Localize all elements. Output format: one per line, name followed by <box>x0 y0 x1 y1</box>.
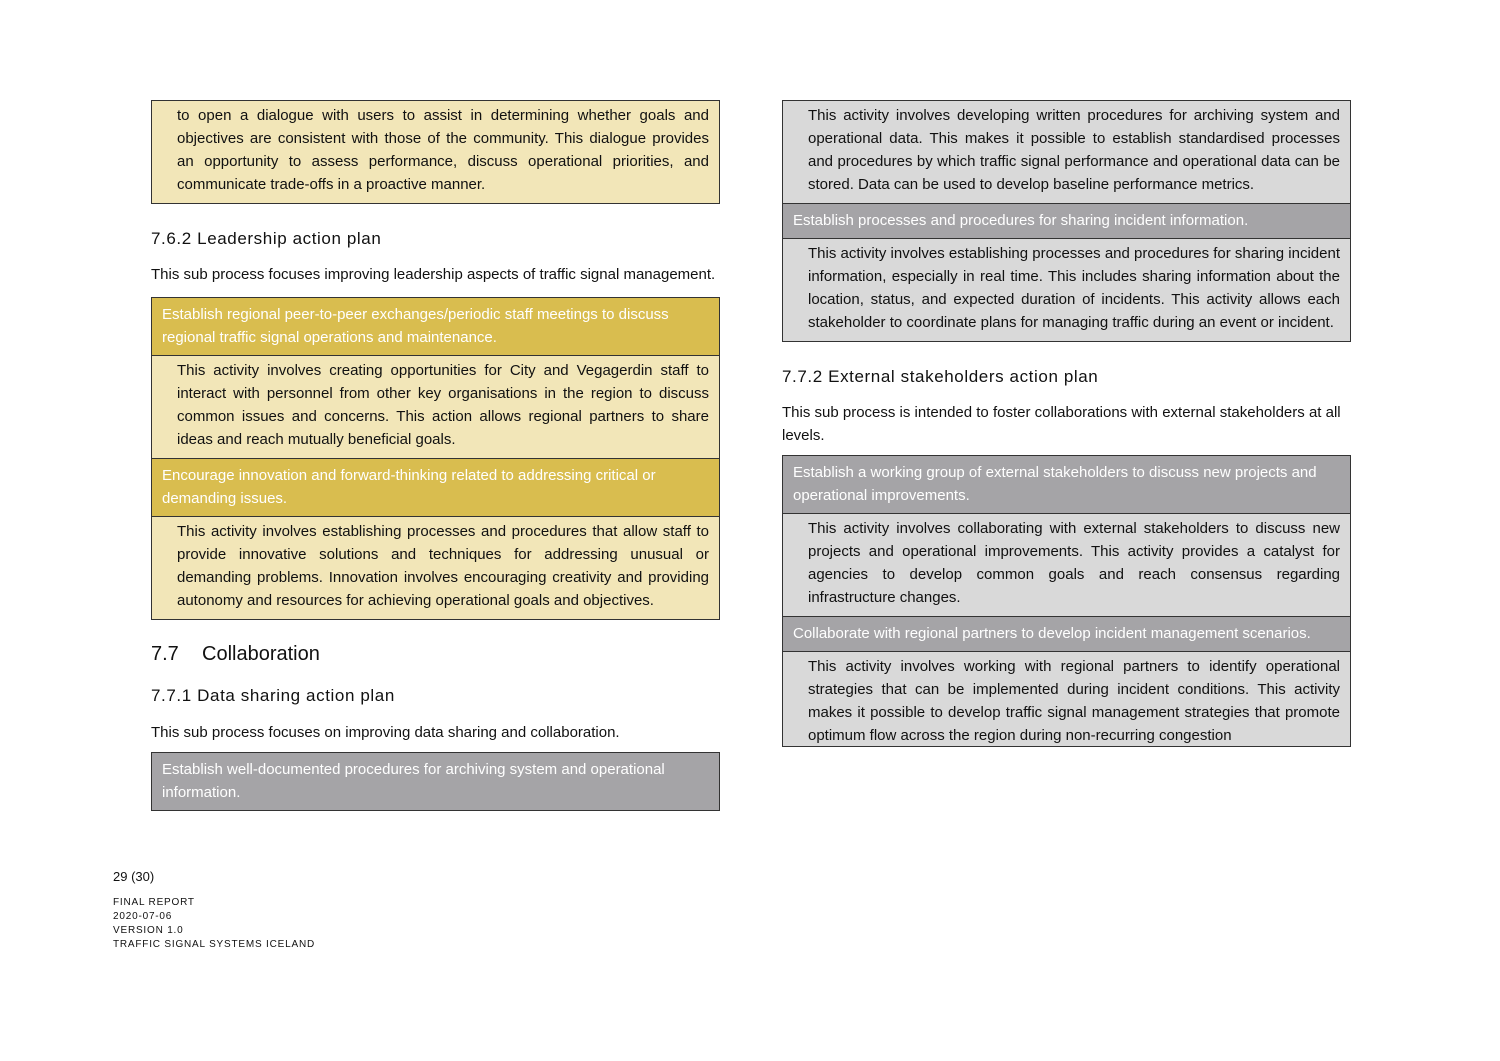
leadership-continuation-box <box>151 100 720 204</box>
collaboration-section-heading <box>151 641 720 667</box>
data-sharing-intro: This sub process focuses on improving data sharing and collaboration. <box>151 724 620 741</box>
report-version: VERSION 1.0 <box>113 925 184 936</box>
page-footer <box>113 868 315 952</box>
section-title: Collaboration <box>202 643 320 665</box>
external-action-heading: Establish a working group of external stakeholders to discuss new projects and operational improvements. <box>783 456 1350 514</box>
report-status: FINAL REPORT <box>113 897 195 908</box>
data-sharing-continuation-table <box>782 100 1351 342</box>
leadership-action-description: This activity involves creating opportunities for City and Vegagerdin staff to interact with personnel from other key organisations in the region to discuss common issues and concerns. This action allows regional partners to share ideas and reach mutually beneficial goals. <box>152 356 719 459</box>
external-action-description: This activity involves collaborating with external stakeholders to discuss new projects and operational improvements. This activity provides a catalyst for agencies to develop common goals and reach consensus regarding infrastructure changes. <box>783 514 1350 617</box>
external-action-description: This activity involves working with regional partners to identify operational strategies that can be implemented during incident conditions. This activity makes it possible to develop traffic signal management strategies that promote optimum flow across the region during non-recurring congestion <box>783 652 1350 746</box>
leadership-action-table <box>151 297 720 620</box>
data-sharing-heading: 7.7.1 Data sharing action plan <box>151 686 395 705</box>
report-title: TRAFFIC SIGNAL SYSTEMS ICELAND <box>113 939 315 950</box>
leadership-action-heading: Encourage innovation and forward-thinking related to addressing critical or demanding issues. <box>152 459 719 517</box>
report-date: 2020-07-06 <box>113 911 173 922</box>
data-sharing-action-description: This activity involves developing written procedures for archiving system and operational data. This makes it possible to establish standardised processes and procedures by which traffic signal performance and operational data can be stored. Data can be used to develop baseline performance metrics. <box>783 101 1350 204</box>
left-column <box>151 100 720 811</box>
leadership-action-description: This activity involves establishing processes and procedures that allow staff to provide innovative solutions and techniques for addressing unusual or demanding problems. Innovation involves encouraging creativity and providing autonomy and resources for achieving operational goals and objectives. <box>152 517 719 619</box>
section-number: 7.7 <box>151 643 179 665</box>
leadership-intro: This sub process focuses improving leadership aspects of traffic signal management. <box>151 266 716 283</box>
leadership-action-heading: Establish regional peer-to-peer exchanges/periodic staff meetings to discuss regional traffic signal operations and maintenance. <box>152 298 719 356</box>
external-stakeholders-intro: This sub process is intended to foster collaborations with external stakeholders at all levels. <box>782 404 1341 444</box>
data-sharing-action-heading: Establish processes and procedures for sharing incident information. <box>783 204 1350 239</box>
data-sharing-action-description: This activity involves establishing processes and procedures for sharing incident information, especially in real time. This includes sharing information about the location, status, and expected duration of incidents. This activity allows each stakeholder to coordinate plans for managing traffic during an event or incident. <box>783 239 1350 341</box>
data-sharing-action-heading: Establish well-documented procedures for archiving system and operational information. <box>152 753 719 810</box>
external-action-heading: Collaborate with regional partners to develop incident management scenarios. <box>783 617 1350 652</box>
external-stakeholders-heading: 7.7.2 External stakeholders action plan <box>782 367 1099 386</box>
external-stakeholders-action-table <box>782 455 1351 747</box>
document-meta <box>113 896 315 952</box>
right-column <box>782 100 1351 747</box>
continuation-text: to open a dialogue with users to assist in determining whether goals and objectives are consistent with those of the community. This dialogue provides an opportunity to assess performance, discuss operational priorities, and communicate trade-offs in a proactive manner. <box>152 101 719 203</box>
leadership-heading: 7.6.2 Leadership action plan <box>151 229 382 248</box>
page-number: 29 (30) <box>113 869 155 884</box>
data-sharing-action-table <box>151 752 720 811</box>
